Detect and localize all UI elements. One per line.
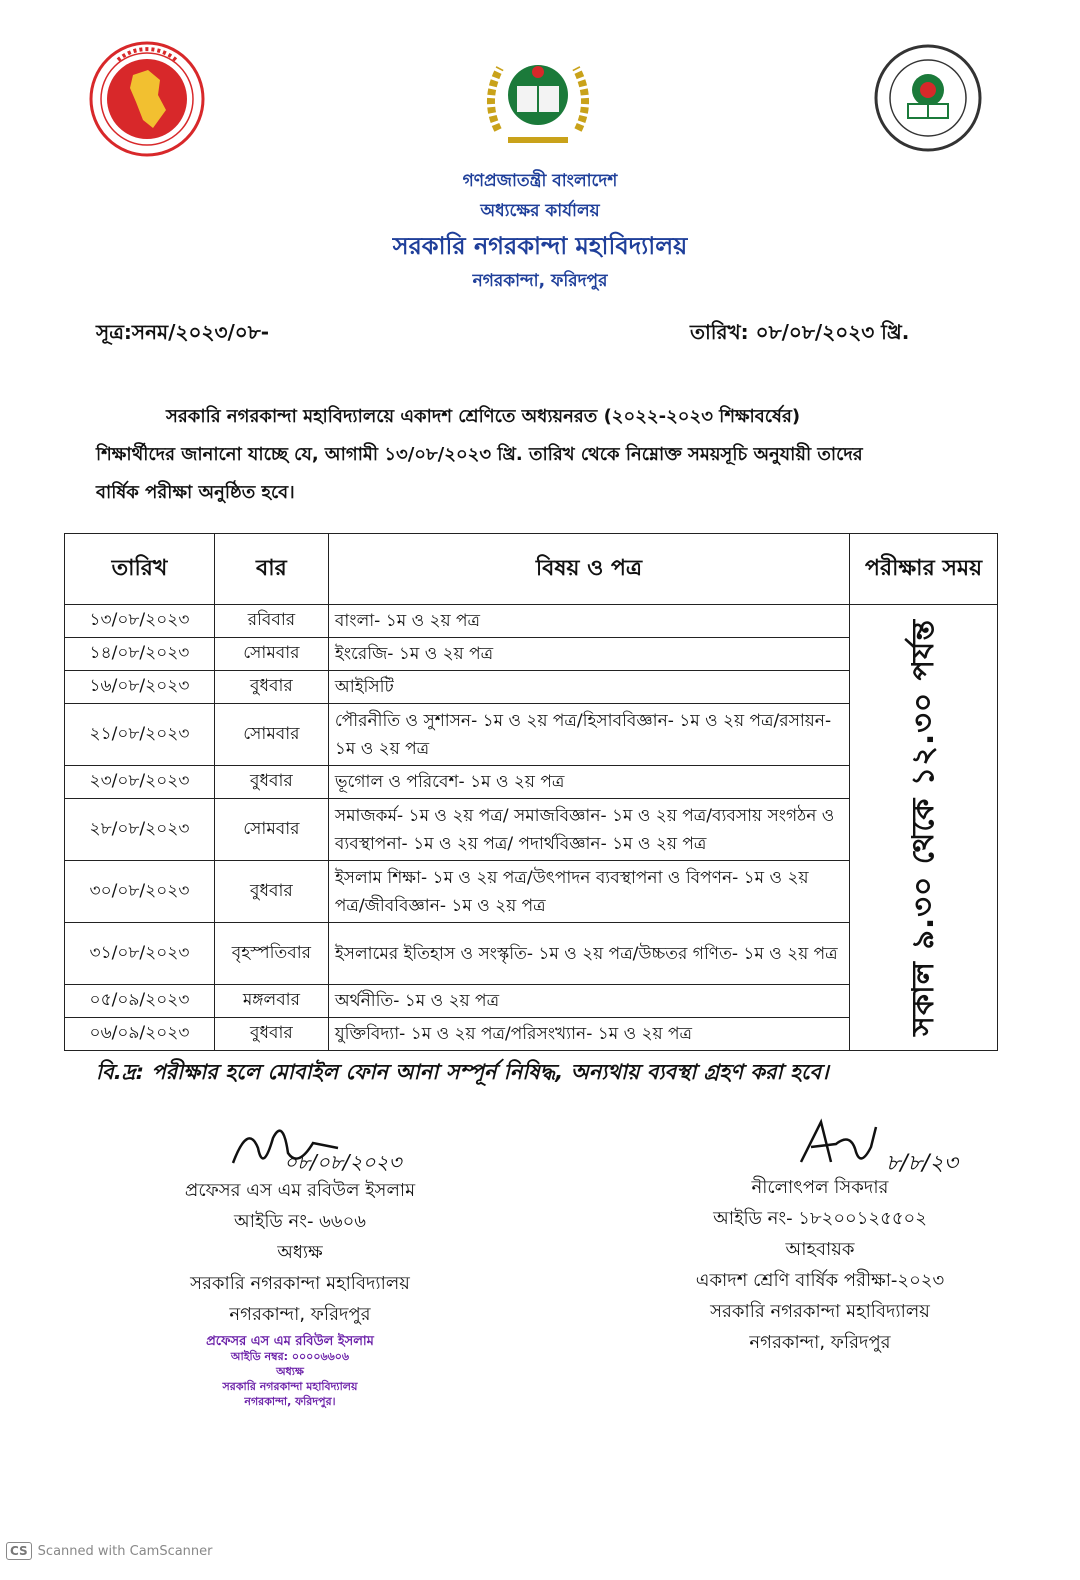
row-date: ০৬/০৯/২০২৩: [65, 1018, 215, 1051]
header-college-name: সরকারি নগরকান্দা মহাবিদ্যালয়: [392, 232, 688, 260]
notice-line-1: সরকারি নগরকান্দা মহাবিদ্যালয়ে একাদশ শ্রেণিতে অধ্যয়নরত (২০২২-২০২৩ শিক্ষাবর্ষের): [166, 406, 801, 427]
row-day: বুধবার: [214, 1018, 328, 1051]
row-date: ২৩/০৮/২০২৩: [65, 766, 215, 799]
left-signatory-address: নগরকান্দা, ফরিদপুর: [229, 1304, 371, 1325]
header-office: অধ্যক্ষের কার্যালয়: [480, 201, 600, 221]
right-sign-date: ৮/৮/২৩: [886, 1151, 958, 1176]
camscanner-text: Scanned with CamScanner: [37, 1543, 213, 1559]
header-exam-time: পরীক্ষার সময়: [850, 534, 998, 605]
stamp-name: প্রফেসর এস এম রবিউল ইসলাম: [206, 1334, 374, 1349]
row-date: ২১/০৮/২০২৩: [65, 704, 215, 766]
row-date: ০৫/০৯/২০২৩: [65, 985, 215, 1018]
left-signatory-block: [120, 1175, 480, 1330]
stamp-college: সরকারি নগরকান্দা মহাবিদ্যালয়: [222, 1380, 358, 1393]
row-day: বুধবার: [214, 766, 328, 799]
right-signatory-block: [640, 1172, 1000, 1358]
notice-line-2: শিক্ষার্থীদের জানানো যাচ্ছে যে, আগামী ১৩/০৮/২০২৩ খ্রি. তারিখ থেকে নিম্নোক্ত সময়সূচি অনুযায়ী তাদের: [96, 444, 863, 465]
left-sign-date: ০৮/০৮/২০২৩: [284, 1150, 402, 1174]
row-date: ৩০/০৮/২০২৩: [65, 861, 215, 923]
stamp-address: নগরকান্দা, ফরিদপুর।: [244, 1395, 336, 1408]
right-signatory-designation: আহবায়ক: [785, 1239, 855, 1260]
right-signatory-name: নীলোৎপল সিকদার: [751, 1177, 889, 1198]
college-logo: [478, 50, 598, 155]
row-date: ২৮/০৮/২০২৩: [65, 799, 215, 861]
row-date: ১৪/০৮/২০২৩: [65, 638, 215, 671]
exam-schedule-table: [64, 533, 998, 1051]
stamp-id: আইডি নম্বর: ০০০০৬৬০৬: [230, 1350, 350, 1363]
left-signatory-designation: অধ্যক্ষ: [277, 1242, 323, 1263]
exam-time-cell: [850, 605, 998, 1051]
header-subject: বিষয় ও পত্র: [328, 534, 849, 605]
row-day: বৃহস্পতিবার: [214, 923, 328, 985]
right-signatory-college: সরকারি নগরকান্দা মহাবিদ্যালয়: [710, 1301, 930, 1322]
govt-seal-logo: [88, 40, 206, 158]
row-day: সোমবার: [214, 799, 328, 861]
row-subject: অর্থনীতি- ১ম ও ২য় পত্র: [328, 985, 849, 1018]
row-subject: ইসলাম শিক্ষা- ১ম ও ২য় পত্র/উৎপাদন ব্যবস্থাপনা ও বিপণন- ১ম ও ২য় পত্র/জীববিজ্ঞান- ১ম ও ২য় পত্র: [328, 861, 849, 923]
college-round-seal-logo: [872, 42, 984, 154]
row-day: সোমবার: [214, 638, 328, 671]
row-subject: সমাজকর্ম- ১ম ও ২য় পত্র/ সমাজবিজ্ঞান- ১ম ও ২য় পত্র/ব্যবসায় সংগঠন ও ব্যবস্থাপনা- ১ম ও ২য় পত্র/ পদার্থবিজ্ঞান- ১ম ও ২য় পত্র: [328, 799, 849, 861]
note-text: বি.দ্র: পরীক্ষার হলে মোবাইল ফোন আনা সম্পূর্ন নিষিদ্ধ, অন্যথায় ব্যবস্থা গ্রহণ করা হবে।: [96, 1060, 829, 1084]
row-date: ১৬/০৮/২০২৩: [65, 671, 215, 704]
table-row: [65, 605, 998, 638]
row-subject: ইংরেজি- ১ম ও ২য় পত্র: [328, 638, 849, 671]
header-date: তারিখ: [65, 534, 215, 605]
row-date: ৩১/০৮/২০২৩: [65, 923, 215, 985]
memo-date: তারিখ: ০৮/০৮/২০২৩ খ্রি.: [690, 320, 910, 344]
table-header-row: [65, 534, 998, 605]
row-date: ১৩/০৮/২০২৩: [65, 605, 215, 638]
row-subject: ইসলামের ইতিহাস ও সংস্কৃতি- ১ম ও ২য় পত্র/উচ্চতর গণিত- ১ম ও ২য় পত্র: [328, 923, 849, 985]
camscanner-watermark: [6, 1542, 213, 1560]
row-subject: বাংলা- ১ম ও ২য় পত্র: [328, 605, 849, 638]
row-subject: পৌরনীতি ও সুশাসন- ১ম ও ২য় পত্র/হিসাববিজ্ঞান- ১ম ও ২য় পত্র/রসায়ন- ১ম ও ২য় পত্র: [328, 704, 849, 766]
row-day: সোমবার: [214, 704, 328, 766]
left-signatory-college: সরকারি নগরকান্দা মহাবিদ্যালয়: [190, 1273, 410, 1294]
notice-line-3: বার্ষিক পরীক্ষা অনুষ্ঠিত হবে।: [96, 482, 295, 503]
header-day: বার: [214, 534, 328, 605]
row-subject: আইসিটি: [328, 671, 849, 704]
row-subject: যুক্তিবিদ্যা- ১ম ও ২য় পত্র/পরিসংখ্যান- ১ম ও ২য় পত্র: [328, 1018, 849, 1051]
camscanner-icon: CS: [6, 1542, 32, 1560]
header-country: গণপ্রজাতন্ত্রী বাংলাদেশ: [462, 171, 618, 191]
right-signatory-address: নগরকান্দা, ফরিদপুর: [749, 1332, 891, 1353]
row-day: মঙ্গলবার: [214, 985, 328, 1018]
principal-stamp: [150, 1334, 430, 1409]
memo-reference: সূত্র:সনম/২০২৩/০৮-: [96, 320, 270, 344]
header-address: নগরকান্দা, ফরিদপুর: [472, 271, 608, 291]
left-signatory-name: প্রফেসর এস এম রবিউল ইসলাম: [184, 1180, 416, 1201]
row-day: বুধবার: [214, 861, 328, 923]
right-signatory-id: আইডি নং- ১৮২০০১২৫৫০২: [713, 1208, 927, 1229]
row-subject: ভূগোল ও পরিবেশ- ১ম ও ২য় পত্র: [328, 766, 849, 799]
stamp-designation: অধ্যক্ষ: [276, 1365, 304, 1378]
left-signatory-id: আইডি নং- ৬৬০৬: [233, 1211, 366, 1232]
right-signature-scribble: [796, 1112, 896, 1172]
row-day: বুধবার: [214, 671, 328, 704]
row-day: রবিবার: [214, 605, 328, 638]
exam-time-text: সকাল ৯.৩০ থেকে ১২.৩০ পর্যন্ত: [906, 619, 942, 1036]
right-signatory-committee: একাদশ শ্রেণি বার্ষিক পরীক্ষা-২০২৩: [695, 1270, 945, 1291]
